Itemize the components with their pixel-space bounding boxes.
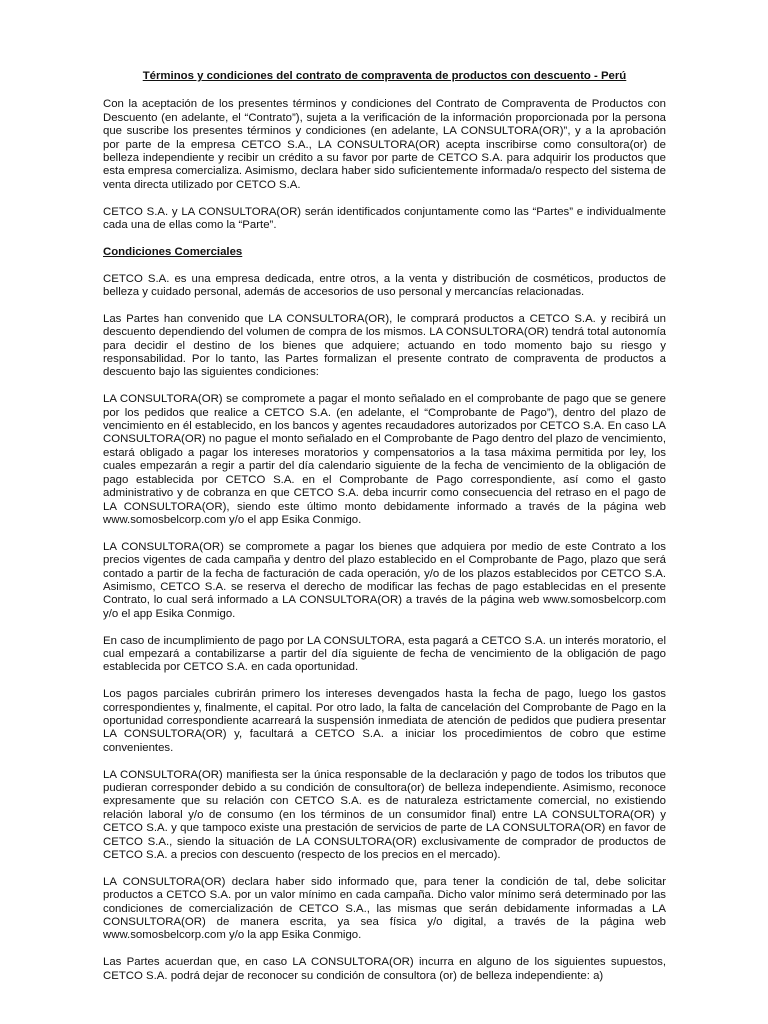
section-paragraph: Las Partes han convenido que LA CONSULTORA(OR), le comprará productos a CETCO S.A. y recibirá un descuento dependiendo del volumen de compra de los mismos. LA CONSULTORA(OR) tendrá total autonomía para decidir el destino de los bienes que adquiere; actuando en todo momento bajo su riesgo y responsabilidad. Por lo tanto, las Partes formalizan el presente contrato de compraventa de productos a descuento bajo las siguientes condiciones: bbox=[103, 312, 666, 379]
section-paragraph: Los pagos parciales cubrirán primero los intereses devengados hasta la fecha de pago, luego los gastos correspondientes y, finalmente, el capital. Por otro lado, la falta de cancelación del Comprobante de Pago en la oportunidad correspondiente acarreará la suspensión inmediata de atención de pedidos que pudiera presentar LA CONSULTORA(OR) y, facultará a CETCO S.A. a iniciar los procedimientos de cobro que estime convenientes. bbox=[103, 688, 666, 754]
section-paragraph: LA CONSULTORA(OR) se compromete a pagar el monto señalado en el comprobante de pago que se genere por los pedidos que realice a CETCO S.A. (en adelante, el “Comprobante de Pago”), dentro del plazo de vencimiento en él establecido, en los bancos y agentes recaudadores autorizados por CETCO S.A. En caso LA CONSULTORA(OR) no pague el monto señalado en el Comprobante de Pago dentro del plazo de vencimiento, estará obligado a pagar los intereses moratorios y compensatorios a la tasa máxima permitida por ley, los cuales empezarán a regir a partir del día calendario siguiente de la fecha de vencimiento de la obligación de pago establecida por CETCO S.A. en el Comprobante de Pago correspondiente, así como el gasto administrativo y de cobranza en que CETCO S.A. deba incurrir como consecuencia del retraso en el pago de LA CONSULTORA(OR), siendo este último monto debidamente informado a través de la página web www.somosbelcorp.com y/o el app Esika Conmigo. bbox=[103, 393, 666, 526]
section-paragraph: LA CONSULTORA(OR) se compromete a pagar los bienes que adquiera por medio de este Contrato a los precios vigentes de cada campaña y dentro del plazo establecido en el Comprobante de Pago, plazo que será contado a partir de la fecha de facturación de cada operación, y/o de los plazos establecidos por CETCO S.A. Asimismo, CETCO S.A. se reserva el derecho de modificar las fechas de pago establecidas en el presente Contrato, lo cual será informado a LA CONSULTORA(OR) a través de la página web www.somosbelcorp.com y/o el app Esika Conmigo. bbox=[103, 540, 666, 620]
intro-paragraph: Con la aceptación de los presentes términos y condiciones del Contrato de Compraventa de Productos con Descuento (en adelante, el “Contrato”), sujeta a la verificación de la información proporcionada por la persona que suscribe los presentes términos y condiciones (en adelante, LA CONSULTORA(OR)”, y a la aprobación por parte de la empresa CETCO S.A., LA CONSULTORA(OR) acepta inscribirse como consultora(or) de belleza independiente y recibir un crédito a su favor por parte de CETCO S.A. para adquirir los productos que esta empresa comercializa. Asimismo, declara haber sido suficientemente informada/o respecto del sistema de venta directa utilizado por CETCO S.A. bbox=[103, 98, 666, 191]
section-paragraph: Las Partes acuerdan que, en caso LA CONSULTORA(OR) incurra en alguno de los siguientes supuestos, CETCO S.A. podrá dejar de reconocer su condición de consultora (or) de belleza independiente: a) bbox=[103, 956, 666, 982]
document-body bbox=[103, 70, 666, 983]
intro-paragraph: CETCO S.A. y LA CONSULTORA(OR) serán identificados conjuntamente como las “Partes” e individualmente cada una de ellas como la “Parte”. bbox=[103, 205, 666, 232]
section-paragraph: CETCO S.A. es una empresa dedicada, entre otros, a la venta y distribución de cosméticos, productos de belleza y cuidado personal, además de accesorios de uso personal y mercancías relacionadas. bbox=[103, 272, 666, 299]
section-paragraph: LA CONSULTORA(OR) manifiesta ser la única responsable de la declaración y pago de todos los tributos que pudieran corresponder debido a su condición de consultora(or) de belleza independiente. Asimismo, reconoce expresamente que su relación con CETCO S.A. es de naturaleza estrictamente comercial, no existiendo relación laboral y/o de consumo (en los términos de un consumidor final) entre LA CONSULTORA(OR) y CETCO S.A. y que tampoco existe una prestación de servicios de parte de LA CONSULTORA(OR) en favor de CETCO S.A., siendo la situación de LA CONSULTORA(OR) exclusivamente de comprador de productos de CETCO S.A. a precios con descuento (respecto de los precios en el mercado). bbox=[103, 768, 666, 862]
section-paragraph: En caso de incumplimiento de pago por LA CONSULTORA, esta pagará a CETCO S.A. un interés moratorio, el cual empezará a contabilizarse a partir del día siguiente de fecha de vencimiento de la obligación de pago establecida por CETCO S.A. en cada oportunidad. bbox=[103, 634, 666, 674]
section-paragraph: LA CONSULTORA(OR) declara haber sido informado que, para tener la condición de tal, debe solicitar productos a CETCO S.A. por un valor mínimo en cada campaña. Dicho valor mínimo será determinado por las condiciones de comercialización de CETCO S.A., las mismas que serán debidamente informadas a LA CONSULTORA(OR) de manera escrita, ya sea física y/o digital, a través de la página web www.somosbelcorp.com y/o la app Esika Conmigo. bbox=[103, 875, 666, 942]
section-heading-condiciones-comerciales: Condiciones Comerciales bbox=[103, 245, 243, 258]
document-title: Términos y condiciones del contrato de compraventa de productos con descuento - Perú bbox=[142, 70, 627, 82]
